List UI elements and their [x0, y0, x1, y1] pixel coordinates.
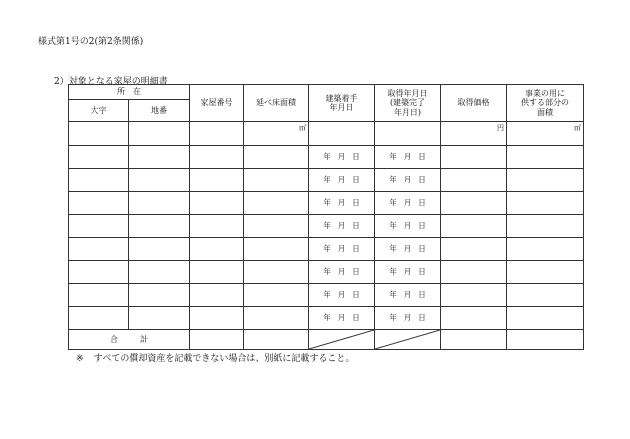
day-label: 日: [352, 312, 360, 322]
house-number-cell[interactable]: [190, 261, 244, 284]
construction-start-cell[interactable]: [309, 261, 375, 284]
header-chiban: 地番: [129, 100, 190, 122]
day-label: 日: [418, 174, 426, 184]
oaza-cell[interactable]: [69, 169, 129, 192]
oaza-cell[interactable]: [69, 284, 129, 307]
acquisition-date-cell[interactable]: [375, 146, 441, 169]
oaza-cell[interactable]: [69, 238, 129, 261]
day-label: 日: [418, 197, 426, 207]
house-number-cell[interactable]: [190, 238, 244, 261]
floor-area-cell[interactable]: [244, 169, 309, 192]
acquisition-price-cell[interactable]: [441, 261, 507, 284]
year-label: 年: [389, 197, 397, 207]
chiban-cell[interactable]: [129, 284, 190, 307]
construction-start-cell[interactable]: [309, 122, 375, 146]
business-use-area-cell[interactable]: [507, 122, 584, 146]
year-label: 年: [323, 174, 331, 184]
year-label: 年: [323, 266, 331, 276]
day-label: 日: [352, 289, 360, 299]
day-label: 日: [352, 243, 360, 253]
diagonal-line: [309, 330, 374, 349]
floor-area-cell[interactable]: [244, 122, 309, 146]
year-label: 年: [389, 243, 397, 253]
acquisition-date-cell[interactable]: [375, 261, 441, 284]
chiban-cell[interactable]: [129, 261, 190, 284]
day-label: 日: [418, 289, 426, 299]
table-row: [69, 215, 584, 238]
table-row: [69, 192, 584, 215]
acquisition-price-cell[interactable]: [441, 192, 507, 215]
section-title: 2）対象となる家屋の明細書: [54, 77, 168, 87]
business-use-area-cell[interactable]: [507, 238, 584, 261]
year-label: 年: [389, 312, 397, 322]
footnote: [76, 351, 354, 364]
area-unit: ㎡: [299, 124, 306, 132]
day-label: 日: [352, 197, 360, 207]
diagonal-line: [375, 330, 440, 349]
month-label: 月: [337, 266, 346, 276]
month-label: 月: [403, 243, 412, 253]
month-label: 月: [403, 289, 412, 299]
chiban-cell[interactable]: [129, 238, 190, 261]
header-location: 所 在: [69, 85, 190, 100]
acquisition-price-cell[interactable]: [441, 238, 507, 261]
acquisition-date-cell[interactable]: [375, 215, 441, 238]
day-label: 日: [418, 266, 426, 276]
table-row: [69, 261, 584, 284]
construction-start-cell[interactable]: [309, 307, 375, 330]
acquisition-price-cell[interactable]: [441, 169, 507, 192]
house-number-cell[interactable]: [190, 146, 244, 169]
year-label: 年: [323, 289, 331, 299]
chiban-cell[interactable]: [129, 192, 190, 215]
total-row: [69, 330, 584, 350]
table-row: [69, 146, 584, 169]
table-row: [69, 284, 584, 307]
day-label: 日: [418, 243, 426, 253]
year-label: 年: [389, 174, 397, 184]
acquisition-date-cell[interactable]: [375, 122, 441, 146]
total-floor-area-cell[interactable]: [244, 330, 309, 350]
business-use-area-cell[interactable]: [507, 146, 584, 169]
floor-area-cell[interactable]: [244, 307, 309, 330]
year-label: 年: [323, 220, 331, 230]
oaza-cell[interactable]: [69, 215, 129, 238]
construction-start-cell[interactable]: [309, 215, 375, 238]
business-use-area-cell[interactable]: [507, 284, 584, 307]
header-oaza: 大字: [69, 100, 129, 122]
business-use-area-cell[interactable]: [507, 261, 584, 284]
month-label: 月: [403, 151, 412, 161]
month-label: 月: [403, 197, 412, 207]
day-label: 日: [352, 151, 360, 161]
acquisition-price-cell[interactable]: [441, 284, 507, 307]
acquisition-price-cell[interactable]: [441, 146, 507, 169]
total-business-use-area-cell[interactable]: [507, 330, 584, 350]
day-label: 日: [352, 266, 360, 276]
table-row: [69, 122, 584, 146]
floor-area-cell[interactable]: [244, 261, 309, 284]
day-label: 日: [352, 220, 360, 230]
chiban-cell[interactable]: [129, 122, 190, 146]
total-construction-start-cell: [309, 330, 375, 350]
house-number-cell[interactable]: [190, 215, 244, 238]
acquisition-date-cell[interactable]: [375, 169, 441, 192]
month-label: 月: [337, 197, 346, 207]
month-label: 月: [337, 174, 346, 184]
chiban-cell[interactable]: [129, 215, 190, 238]
business-use-area-cell[interactable]: [507, 192, 584, 215]
house-number-cell[interactable]: [190, 169, 244, 192]
year-label: 年: [323, 151, 331, 161]
acquisition-date-cell[interactable]: [375, 284, 441, 307]
month-label: 月: [403, 174, 412, 184]
construction-start-cell[interactable]: [309, 169, 375, 192]
construction-start-cell[interactable]: [309, 238, 375, 261]
form-title: 様式第1号の2(第2条関係): [38, 37, 144, 47]
floor-area-cell[interactable]: [244, 284, 309, 307]
oaza-cell[interactable]: [69, 146, 129, 169]
acquisition-price-cell[interactable]: [441, 307, 507, 330]
floor-area-cell[interactable]: [244, 192, 309, 215]
house-number-cell[interactable]: [190, 284, 244, 307]
acquisition-price-cell[interactable]: [441, 215, 507, 238]
business-use-area-cell[interactable]: [507, 307, 584, 330]
acquisition-date-cell[interactable]: [375, 307, 441, 330]
floor-area-cell[interactable]: [244, 146, 309, 169]
footnote-mark: ※: [76, 354, 84, 364]
month-label: 月: [337, 289, 346, 299]
header-acquisition-price: 取得価格: [441, 85, 507, 122]
month-label: 月: [403, 266, 412, 276]
day-label: 日: [418, 312, 426, 322]
total-house-number-cell[interactable]: [190, 330, 244, 350]
oaza-cell[interactable]: [69, 307, 129, 330]
day-label: 日: [418, 151, 426, 161]
year-label: 年: [389, 289, 397, 299]
header-house-number: 家屋番号: [190, 85, 244, 122]
business-use-area-cell[interactable]: [507, 215, 584, 238]
footnote-text: すべての償却資産を記載できない場合は、別紙に記載すること。: [93, 354, 355, 364]
year-label: 年: [389, 266, 397, 276]
oaza-cell[interactable]: [69, 192, 129, 215]
floor-area-cell[interactable]: [244, 238, 309, 261]
month-label: 月: [403, 220, 412, 230]
year-label: 年: [389, 151, 397, 161]
year-label: 年: [323, 197, 331, 207]
floor-area-cell[interactable]: [244, 215, 309, 238]
header-floor-area: 延べ床面積: [244, 85, 309, 122]
total-acquisition-date-cell: [375, 330, 441, 350]
table-row: [69, 307, 584, 330]
month-label: 月: [337, 151, 346, 161]
total-label: 合 計: [69, 330, 190, 350]
year-label: 年: [389, 220, 397, 230]
house-number-cell[interactable]: [190, 192, 244, 215]
acquisition-price-cell[interactable]: [441, 122, 507, 146]
construction-start-cell[interactable]: [309, 192, 375, 215]
day-label: 日: [418, 220, 426, 230]
table-row: [69, 169, 584, 192]
oaza-cell[interactable]: [69, 122, 129, 146]
chiban-cell[interactable]: [129, 307, 190, 330]
oaza-cell[interactable]: [69, 261, 129, 284]
total-acquisition-price-cell[interactable]: [441, 330, 507, 350]
month-label: 月: [337, 312, 346, 322]
year-label: 年: [323, 312, 331, 322]
house-number-cell[interactable]: [190, 307, 244, 330]
year-label: 年: [323, 243, 331, 253]
header-business-use-area: 事業の用に 供する部分の 面積: [507, 85, 584, 122]
month-label: 月: [337, 220, 346, 230]
header-construction-start: 建築着手 年月日: [309, 85, 375, 122]
month-label: 月: [337, 243, 346, 253]
chiban-cell[interactable]: [129, 169, 190, 192]
construction-start-cell[interactable]: [309, 146, 375, 169]
day-label: 日: [352, 174, 360, 184]
header-acquisition-date: 取得年月日 (建築完了 年月日): [375, 85, 441, 122]
business-use-area-cell[interactable]: [507, 169, 584, 192]
area-unit: ㎡: [574, 124, 581, 132]
acquisition-date-cell[interactable]: [375, 192, 441, 215]
house-number-cell[interactable]: [190, 122, 244, 146]
house-detail-table: [68, 84, 584, 350]
yen-unit: 円: [497, 124, 504, 132]
construction-start-cell[interactable]: [309, 284, 375, 307]
chiban-cell[interactable]: [129, 146, 190, 169]
acquisition-date-cell[interactable]: [375, 238, 441, 261]
table-row: [69, 238, 584, 261]
month-label: 月: [403, 312, 412, 322]
